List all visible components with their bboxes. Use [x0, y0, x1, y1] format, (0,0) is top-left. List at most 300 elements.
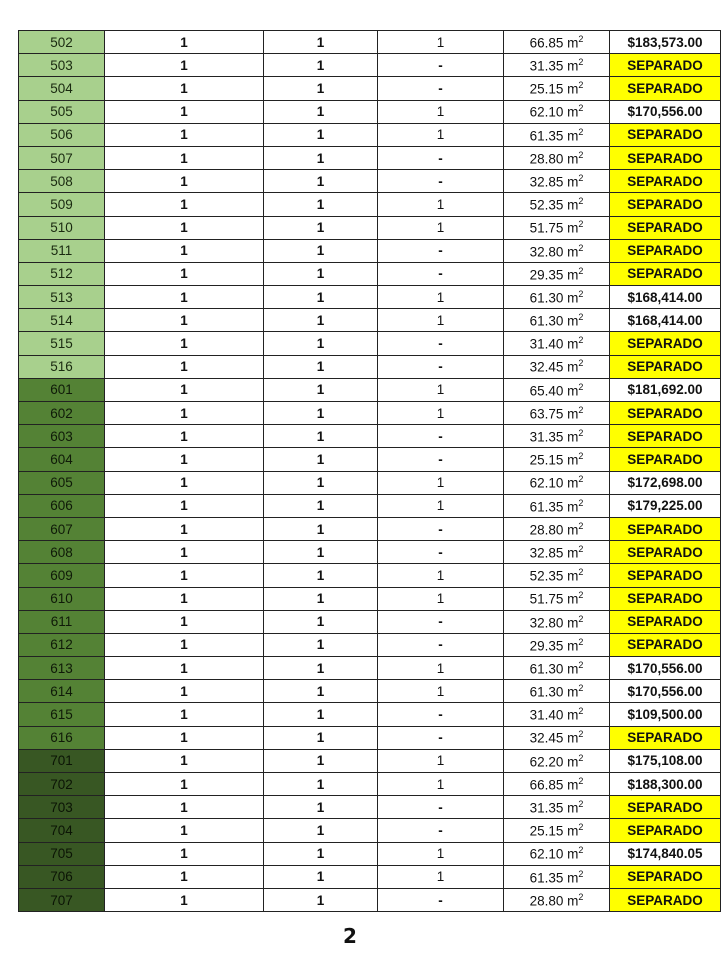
area-cell — [504, 355, 610, 378]
area-cell — [504, 680, 610, 703]
count-cell-3: - — [378, 239, 504, 262]
area-exponent: 2 — [578, 543, 584, 554]
count-cell-3: - — [378, 633, 504, 656]
count-cell-3: - — [378, 262, 504, 285]
count-cell-3: - — [378, 517, 504, 540]
table-row — [19, 564, 721, 587]
unit-number-cell: 512 — [19, 262, 105, 285]
table-row — [19, 703, 721, 726]
status-badge: SEPARADO — [610, 448, 721, 471]
count-cell-1: 1 — [105, 378, 264, 401]
area-unit: m — [567, 499, 579, 515]
unit-number-cell: 513 — [19, 286, 105, 309]
table-row — [19, 541, 721, 564]
unit-number-cell: 706 — [19, 865, 105, 888]
count-cell-1: 1 — [105, 471, 264, 494]
count-cell-3: - — [378, 425, 504, 448]
area-exponent: 2 — [578, 428, 584, 439]
area-unit: m — [567, 707, 579, 723]
unit-number-cell: 607 — [19, 517, 105, 540]
count-cell-1: 1 — [105, 123, 264, 146]
area-cell — [504, 749, 610, 772]
area-cell — [504, 216, 610, 239]
area-cell — [504, 517, 610, 540]
count-cell-3: - — [378, 146, 504, 169]
area-value: 31.40 — [529, 707, 564, 723]
area-value: 25.15 — [529, 823, 564, 839]
area-cell — [504, 796, 610, 819]
area-cell — [504, 262, 610, 285]
area-unit: m — [567, 661, 579, 677]
units-table — [18, 30, 721, 912]
area-value: 66.85 — [529, 777, 564, 793]
area-cell — [504, 842, 610, 865]
count-cell-1: 1 — [105, 633, 264, 656]
unit-number-cell: 606 — [19, 494, 105, 517]
area-unit: m — [567, 475, 579, 491]
area-value: 61.30 — [529, 684, 564, 700]
area-exponent: 2 — [578, 845, 584, 856]
area-value: 25.15 — [529, 452, 564, 468]
area-exponent: 2 — [578, 799, 584, 810]
count-cell-3: - — [378, 541, 504, 564]
area-cell — [504, 332, 610, 355]
area-unit: m — [567, 800, 579, 816]
count-cell-3: 1 — [378, 286, 504, 309]
area-value: 52.35 — [529, 197, 564, 213]
table-row — [19, 239, 721, 262]
area-cell — [504, 77, 610, 100]
unit-number-cell: 502 — [19, 31, 105, 54]
count-cell-2: 1 — [264, 286, 378, 309]
area-value: 31.35 — [529, 429, 564, 445]
area-exponent: 2 — [578, 404, 584, 415]
count-cell-3: 1 — [378, 100, 504, 123]
status-badge: SEPARADO — [610, 355, 721, 378]
table-row — [19, 146, 721, 169]
count-cell-2: 1 — [264, 378, 378, 401]
unit-number-cell: 603 — [19, 425, 105, 448]
table-row — [19, 402, 721, 425]
area-exponent: 2 — [578, 381, 584, 392]
table-row — [19, 633, 721, 656]
unit-number-cell: 509 — [19, 193, 105, 216]
unit-number-cell: 703 — [19, 796, 105, 819]
area-unit: m — [567, 383, 579, 399]
area-cell — [504, 726, 610, 749]
count-cell-2: 1 — [264, 680, 378, 703]
count-cell-1: 1 — [105, 54, 264, 77]
table-row — [19, 425, 721, 448]
status-badge: SEPARADO — [610, 216, 721, 239]
status-badge: SEPARADO — [610, 726, 721, 749]
status-badge: SEPARADO — [610, 77, 721, 100]
status-badge: SEPARADO — [610, 239, 721, 262]
count-cell-3: - — [378, 77, 504, 100]
count-cell-1: 1 — [105, 31, 264, 54]
area-value: 61.35 — [529, 128, 564, 144]
area-cell — [504, 703, 610, 726]
area-exponent: 2 — [578, 752, 584, 763]
area-cell — [504, 378, 610, 401]
area-cell — [504, 633, 610, 656]
area-value: 52.35 — [529, 568, 564, 584]
unit-number-cell: 505 — [19, 100, 105, 123]
status-badge: SEPARADO — [610, 633, 721, 656]
count-cell-2: 1 — [264, 657, 378, 680]
area-unit: m — [567, 244, 579, 260]
count-cell-2: 1 — [264, 888, 378, 911]
count-cell-1: 1 — [105, 355, 264, 378]
area-exponent: 2 — [578, 451, 584, 462]
area-exponent: 2 — [578, 196, 584, 207]
table-row — [19, 216, 721, 239]
unit-number-cell: 604 — [19, 448, 105, 471]
area-exponent: 2 — [578, 636, 584, 647]
unit-number-cell: 503 — [19, 54, 105, 77]
status-badge: SEPARADO — [610, 425, 721, 448]
area-exponent: 2 — [578, 335, 584, 346]
table-row — [19, 332, 721, 355]
count-cell-2: 1 — [264, 796, 378, 819]
area-value: 28.80 — [529, 522, 564, 538]
count-cell-3: - — [378, 54, 504, 77]
count-cell-3: 1 — [378, 402, 504, 425]
area-exponent: 2 — [578, 474, 584, 485]
unit-number-cell: 610 — [19, 587, 105, 610]
area-unit: m — [567, 197, 579, 213]
unit-number-cell: 605 — [19, 471, 105, 494]
count-cell-1: 1 — [105, 842, 264, 865]
count-cell-1: 1 — [105, 402, 264, 425]
count-cell-3: - — [378, 332, 504, 355]
count-cell-1: 1 — [105, 610, 264, 633]
table-row — [19, 31, 721, 54]
area-unit: m — [567, 429, 579, 445]
area-cell — [504, 773, 610, 796]
count-cell-2: 1 — [264, 749, 378, 772]
count-cell-3: 1 — [378, 123, 504, 146]
area-unit: m — [567, 452, 579, 468]
unit-number-cell: 504 — [19, 77, 105, 100]
area-unit: m — [567, 267, 579, 283]
count-cell-2: 1 — [264, 610, 378, 633]
area-unit: m — [567, 104, 579, 120]
area-exponent: 2 — [578, 775, 584, 786]
count-cell-3: 1 — [378, 842, 504, 865]
area-exponent: 2 — [578, 33, 584, 44]
area-unit: m — [567, 823, 579, 839]
table-row — [19, 355, 721, 378]
area-value: 62.10 — [529, 475, 564, 491]
table-row — [19, 123, 721, 146]
area-unit: m — [567, 522, 579, 538]
count-cell-3: 1 — [378, 309, 504, 332]
area-exponent: 2 — [578, 80, 584, 91]
units-table-body — [19, 31, 721, 912]
area-unit: m — [567, 35, 579, 51]
table-row — [19, 888, 721, 911]
area-exponent: 2 — [578, 613, 584, 624]
unit-number-cell: 602 — [19, 402, 105, 425]
status-badge: SEPARADO — [610, 123, 721, 146]
table-row — [19, 587, 721, 610]
area-exponent: 2 — [578, 172, 584, 183]
unit-number-cell: 702 — [19, 773, 105, 796]
count-cell-3: 1 — [378, 378, 504, 401]
status-badge: SEPARADO — [610, 262, 721, 285]
count-cell-2: 1 — [264, 471, 378, 494]
table-row — [19, 773, 721, 796]
area-exponent: 2 — [578, 729, 584, 740]
count-cell-3: 1 — [378, 31, 504, 54]
status-badge: SEPARADO — [610, 146, 721, 169]
status-badge: SEPARADO — [610, 402, 721, 425]
count-cell-2: 1 — [264, 309, 378, 332]
count-cell-2: 1 — [264, 402, 378, 425]
unit-number-cell: 616 — [19, 726, 105, 749]
area-cell — [504, 100, 610, 123]
area-unit: m — [567, 777, 579, 793]
count-cell-1: 1 — [105, 703, 264, 726]
table-row — [19, 842, 721, 865]
table-row — [19, 170, 721, 193]
count-cell-2: 1 — [264, 517, 378, 540]
table-row — [19, 610, 721, 633]
table-row — [19, 309, 721, 332]
price-cell: $168,414.00 — [610, 309, 721, 332]
price-cell: $175,108.00 — [610, 749, 721, 772]
status-badge: SEPARADO — [610, 819, 721, 842]
area-exponent: 2 — [578, 288, 584, 299]
area-unit: m — [567, 359, 579, 375]
table-row — [19, 448, 721, 471]
count-cell-3: 1 — [378, 216, 504, 239]
table-row — [19, 262, 721, 285]
count-cell-2: 1 — [264, 842, 378, 865]
area-exponent: 2 — [578, 590, 584, 601]
count-cell-2: 1 — [264, 31, 378, 54]
area-value: 32.85 — [529, 174, 564, 190]
area-value: 61.35 — [529, 870, 564, 886]
area-cell — [504, 564, 610, 587]
area-cell — [504, 494, 610, 517]
table-row — [19, 749, 721, 772]
price-cell: $181,692.00 — [610, 378, 721, 401]
area-cell — [504, 865, 610, 888]
price-cell: $170,556.00 — [610, 657, 721, 680]
count-cell-3: 1 — [378, 193, 504, 216]
area-unit: m — [567, 290, 579, 306]
status-badge: SEPARADO — [610, 865, 721, 888]
unit-number-cell: 705 — [19, 842, 105, 865]
area-value: 62.10 — [529, 104, 564, 120]
area-value: 62.10 — [529, 846, 564, 862]
count-cell-3: 1 — [378, 657, 504, 680]
table-row — [19, 796, 721, 819]
area-unit: m — [567, 336, 579, 352]
area-cell — [504, 170, 610, 193]
table-row — [19, 54, 721, 77]
unit-number-cell: 516 — [19, 355, 105, 378]
table-row — [19, 471, 721, 494]
area-unit: m — [567, 545, 579, 561]
count-cell-2: 1 — [264, 54, 378, 77]
status-badge: SEPARADO — [610, 517, 721, 540]
table-row — [19, 726, 721, 749]
table-row — [19, 100, 721, 123]
count-cell-1: 1 — [105, 680, 264, 703]
count-cell-2: 1 — [264, 819, 378, 842]
area-exponent: 2 — [578, 219, 584, 230]
area-cell — [504, 123, 610, 146]
area-exponent: 2 — [578, 242, 584, 253]
area-cell — [504, 31, 610, 54]
status-badge: SEPARADO — [610, 888, 721, 911]
count-cell-3: 1 — [378, 773, 504, 796]
count-cell-1: 1 — [105, 100, 264, 123]
unit-number-cell: 506 — [19, 123, 105, 146]
area-unit: m — [567, 81, 579, 97]
count-cell-3: 1 — [378, 494, 504, 517]
area-cell — [504, 54, 610, 77]
count-cell-1: 1 — [105, 819, 264, 842]
area-unit: m — [567, 730, 579, 746]
table-row — [19, 286, 721, 309]
count-cell-1: 1 — [105, 773, 264, 796]
area-value: 31.35 — [529, 58, 564, 74]
count-cell-1: 1 — [105, 749, 264, 772]
price-cell: $174,840.05 — [610, 842, 721, 865]
area-exponent: 2 — [578, 567, 584, 578]
unit-number-cell: 514 — [19, 309, 105, 332]
count-cell-3: - — [378, 726, 504, 749]
status-badge: SEPARADO — [610, 587, 721, 610]
count-cell-2: 1 — [264, 123, 378, 146]
count-cell-1: 1 — [105, 494, 264, 517]
count-cell-3: - — [378, 170, 504, 193]
count-cell-2: 1 — [264, 239, 378, 262]
table-row — [19, 865, 721, 888]
area-value: 51.75 — [529, 220, 564, 236]
unit-number-cell: 601 — [19, 378, 105, 401]
area-value: 61.30 — [529, 661, 564, 677]
table-row — [19, 819, 721, 842]
unit-number-cell: 611 — [19, 610, 105, 633]
table-row — [19, 517, 721, 540]
page-number: 2 — [343, 924, 357, 948]
table-row — [19, 680, 721, 703]
status-badge: SEPARADO — [610, 541, 721, 564]
status-badge: SEPARADO — [610, 193, 721, 216]
area-value: 28.80 — [529, 893, 564, 909]
count-cell-2: 1 — [264, 541, 378, 564]
count-cell-1: 1 — [105, 587, 264, 610]
area-value: 32.45 — [529, 359, 564, 375]
area-value: 61.30 — [529, 290, 564, 306]
area-unit: m — [567, 174, 579, 190]
unit-number-cell: 701 — [19, 749, 105, 772]
count-cell-1: 1 — [105, 239, 264, 262]
area-unit: m — [567, 58, 579, 74]
count-cell-2: 1 — [264, 726, 378, 749]
count-cell-1: 1 — [105, 309, 264, 332]
area-unit: m — [567, 870, 579, 886]
count-cell-1: 1 — [105, 865, 264, 888]
area-unit: m — [567, 893, 579, 909]
count-cell-1: 1 — [105, 517, 264, 540]
count-cell-1: 1 — [105, 796, 264, 819]
count-cell-2: 1 — [264, 703, 378, 726]
area-value: 51.75 — [529, 591, 564, 607]
area-value: 61.30 — [529, 313, 564, 329]
area-unit: m — [567, 220, 579, 236]
price-cell: $183,573.00 — [610, 31, 721, 54]
count-cell-1: 1 — [105, 286, 264, 309]
price-cell: $172,698.00 — [610, 471, 721, 494]
count-cell-3: 1 — [378, 564, 504, 587]
area-exponent: 2 — [578, 520, 584, 531]
count-cell-1: 1 — [105, 216, 264, 239]
count-cell-3: - — [378, 610, 504, 633]
count-cell-1: 1 — [105, 564, 264, 587]
unit-number-cell: 515 — [19, 332, 105, 355]
count-cell-1: 1 — [105, 262, 264, 285]
count-cell-2: 1 — [264, 633, 378, 656]
count-cell-1: 1 — [105, 448, 264, 471]
status-badge: SEPARADO — [610, 796, 721, 819]
count-cell-2: 1 — [264, 494, 378, 517]
area-value: 29.35 — [529, 638, 564, 654]
status-badge: SEPARADO — [610, 332, 721, 355]
area-exponent: 2 — [578, 891, 584, 902]
area-cell — [504, 657, 610, 680]
count-cell-2: 1 — [264, 262, 378, 285]
area-cell — [504, 286, 610, 309]
count-cell-2: 1 — [264, 448, 378, 471]
count-cell-3: - — [378, 796, 504, 819]
area-exponent: 2 — [578, 358, 584, 369]
count-cell-1: 1 — [105, 657, 264, 680]
count-cell-3: - — [378, 888, 504, 911]
area-value: 32.80 — [529, 615, 564, 631]
area-cell — [504, 193, 610, 216]
area-value: 25.15 — [529, 81, 564, 97]
area-value: 61.35 — [529, 499, 564, 515]
count-cell-2: 1 — [264, 587, 378, 610]
unit-number-cell: 508 — [19, 170, 105, 193]
area-value: 31.35 — [529, 800, 564, 816]
table-row — [19, 193, 721, 216]
unit-number-cell: 613 — [19, 657, 105, 680]
count-cell-3: - — [378, 703, 504, 726]
area-unit: m — [567, 406, 579, 422]
count-cell-2: 1 — [264, 865, 378, 888]
price-cell: $188,300.00 — [610, 773, 721, 796]
area-value: 65.40 — [529, 383, 564, 399]
area-exponent: 2 — [578, 822, 584, 833]
count-cell-3: - — [378, 355, 504, 378]
unit-number-cell: 612 — [19, 633, 105, 656]
count-cell-1: 1 — [105, 193, 264, 216]
count-cell-3: 1 — [378, 865, 504, 888]
area-unit: m — [567, 615, 579, 631]
area-cell — [504, 610, 610, 633]
area-exponent: 2 — [578, 265, 584, 276]
area-unit: m — [567, 591, 579, 607]
area-exponent: 2 — [578, 126, 584, 137]
count-cell-1: 1 — [105, 888, 264, 911]
